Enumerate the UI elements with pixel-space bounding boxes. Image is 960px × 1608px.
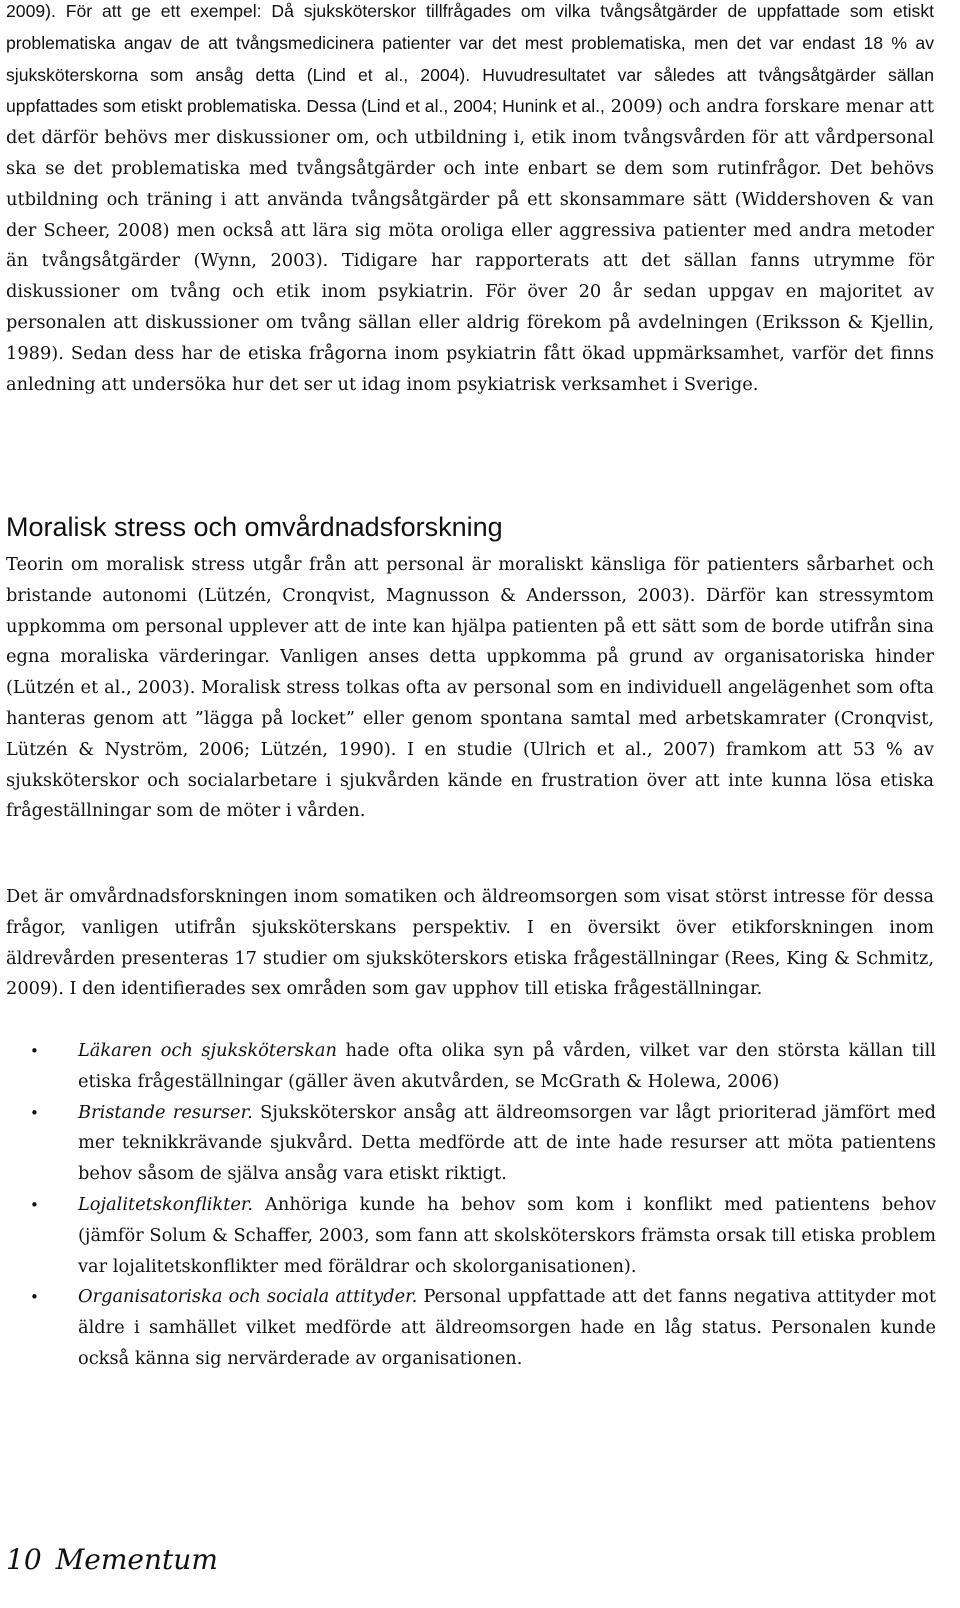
intro-paragraph-lead: 2009). För att ge ett exempel: Då sjuksköterskor tillfrågades om vilka tvångsåtgärder de uppfattade som etiskt problematiska angav de att tvångsmedicinera patienter var det mest problematiska, men det var endast 18 % av sjuksköterskorna som ansåg detta (Lind et al., 2004). Huvudresultatet var således att tvångsåtgärder sällan uppfattades som etiskt problematiska. Dessa (Lind et al., 2004; Hunink et al., bbox=[6, 1, 934, 117]
section-paragraph-2: Det är omvårdnadsforskningen inom somatiken och äldreomsorgen som visat störst intresse för dessa frågor, vanligen utifrån sjuksköterskans perspektiv. I en översikt över etikforskningen inom äldrevården presenteras 17 studier om sjuksköterskors etiska frågeställningar (Rees, King & Schmitz, 2009). I den identifierades sex områden som gav upphov till etiska frågeställningar. bbox=[6, 886, 934, 1000]
list-item bbox=[6, 1190, 936, 1282]
list-item-term: Lojalitetskonflikter. bbox=[78, 1193, 254, 1215]
list-item-term: Läkaren och sjuksköterskan bbox=[78, 1040, 337, 1061]
bullet-icon: • bbox=[30, 1103, 39, 1122]
publication-name: Mementum bbox=[55, 1543, 218, 1576]
page-footer bbox=[6, 1540, 218, 1580]
list-item-term: Organisatoriska och sociala attityder. bbox=[78, 1286, 418, 1308]
page-number: 10 bbox=[6, 1543, 42, 1576]
list-item bbox=[6, 1036, 936, 1098]
intro-paragraph bbox=[6, 0, 934, 400]
list-item-text: hade ofta olika syn på vården, vilket var den största källan till etiska frågeställningar (gäller även akutvården, se McGrath & Holewa, 2006) bbox=[78, 1040, 936, 1092]
list-item-text: Sjuksköterskor ansåg att äldreomsorgen var lågt prioriterad jämfört med mer teknikkrävande sjukvård. Detta medförde att de inte hade resurser att möta patientens behov såsom de själva ansåg vara etiskt riktigt. bbox=[78, 1101, 936, 1185]
bullet-icon: • bbox=[30, 1288, 39, 1307]
bullet-icon: • bbox=[30, 1195, 39, 1214]
bullet-icon: • bbox=[30, 1042, 39, 1060]
section-paragraph-1: Teorin om moralisk stress utgår från att personal är moraliskt känsliga för patienters sårbarhet och bristande autonomi (Lützén, Cronqvist, Magnusson & Andersson, 2003). Därför kan stressymtom uppkomma om personal upplever att de inte kan hjälpa patienten på ett sätt som de borde utifrån sina egna moraliska värderingar. Vanligen anses detta uppkomma på grund av organisatoriska hinder (Lützén et al., 2003). Moralisk stress tolkas ofta av personal som en individuell angelägenhet som ofta hanteras genom att ”lägga på locket” eller genom spontana samtal med arbetskamrater (Cronqvist, Lützén & Nyström, 2006; Lützén, 1990). I en studie (Ulrich et al., 2007) framkom att 53 % av sjuksköterskor och socialarbetare i sjukvården kände en frustration över att inte kunna lösa etiska frågeställningar som de möter i vården. bbox=[6, 554, 934, 822]
ethics-areas-list bbox=[6, 1036, 936, 1375]
section-heading: Moralisk stress och omvårdnadsforskning bbox=[6, 512, 503, 542]
intro-paragraph-rest: 2009) och andra forskare menar att det därför behövs mer diskussioner om, och utbildning i, etik inom tvångsvården för att vårdpersonal ska se det problematiska med tvångsåtgärder och inte enbart se dem som rutinfrågor. Det behövs utbildning och träning i att använda tvångsåtgärder på ett skonsammare sätt (Widdershoven & van der Scheer, 2008) men också att lära sig möta oroliga eller aggressiva patienter med andra metoder än tvångsåtgärder (Wynn, 2003). Tidigare har rapporterats att det sällan fanns utrymme för diskussioner om tvång och etik inom psykiatrin. För över 20 år sedan uppgav en majoritet av personalen att diskussioner om tvång sällan eller aldrig förekom på avdelningen (Eriksson & Kjellin, 1989). Sedan dess har de etiska frågorna inom psykiatrin fått ökad uppmärksamhet, varför det finns anledning att undersöka hur det ser ut idag inom psykiatrisk verksamhet i Sverige. bbox=[6, 96, 934, 395]
list-item-text: Personal uppfattade att det fanns negativa attityder mot äldre i samhället vilket medförde att äldreomsorgen hade en låg status. Personalen kunde också känna sig nervärderade av organisationen. bbox=[78, 1286, 936, 1369]
list-item-text: Anhöriga kunde ha behov som kom i konflikt med patientens behov (jämför Solum & Schaffer, 2003, som fann att skolsköterskors främsta orsak till etiska problem var lojalitetskonflikter med föräldrar och skolorganisationen). bbox=[78, 1193, 936, 1277]
list-item-term: Bristande resurser. bbox=[78, 1101, 253, 1123]
list-item bbox=[6, 1098, 936, 1190]
list-item bbox=[6, 1282, 936, 1374]
